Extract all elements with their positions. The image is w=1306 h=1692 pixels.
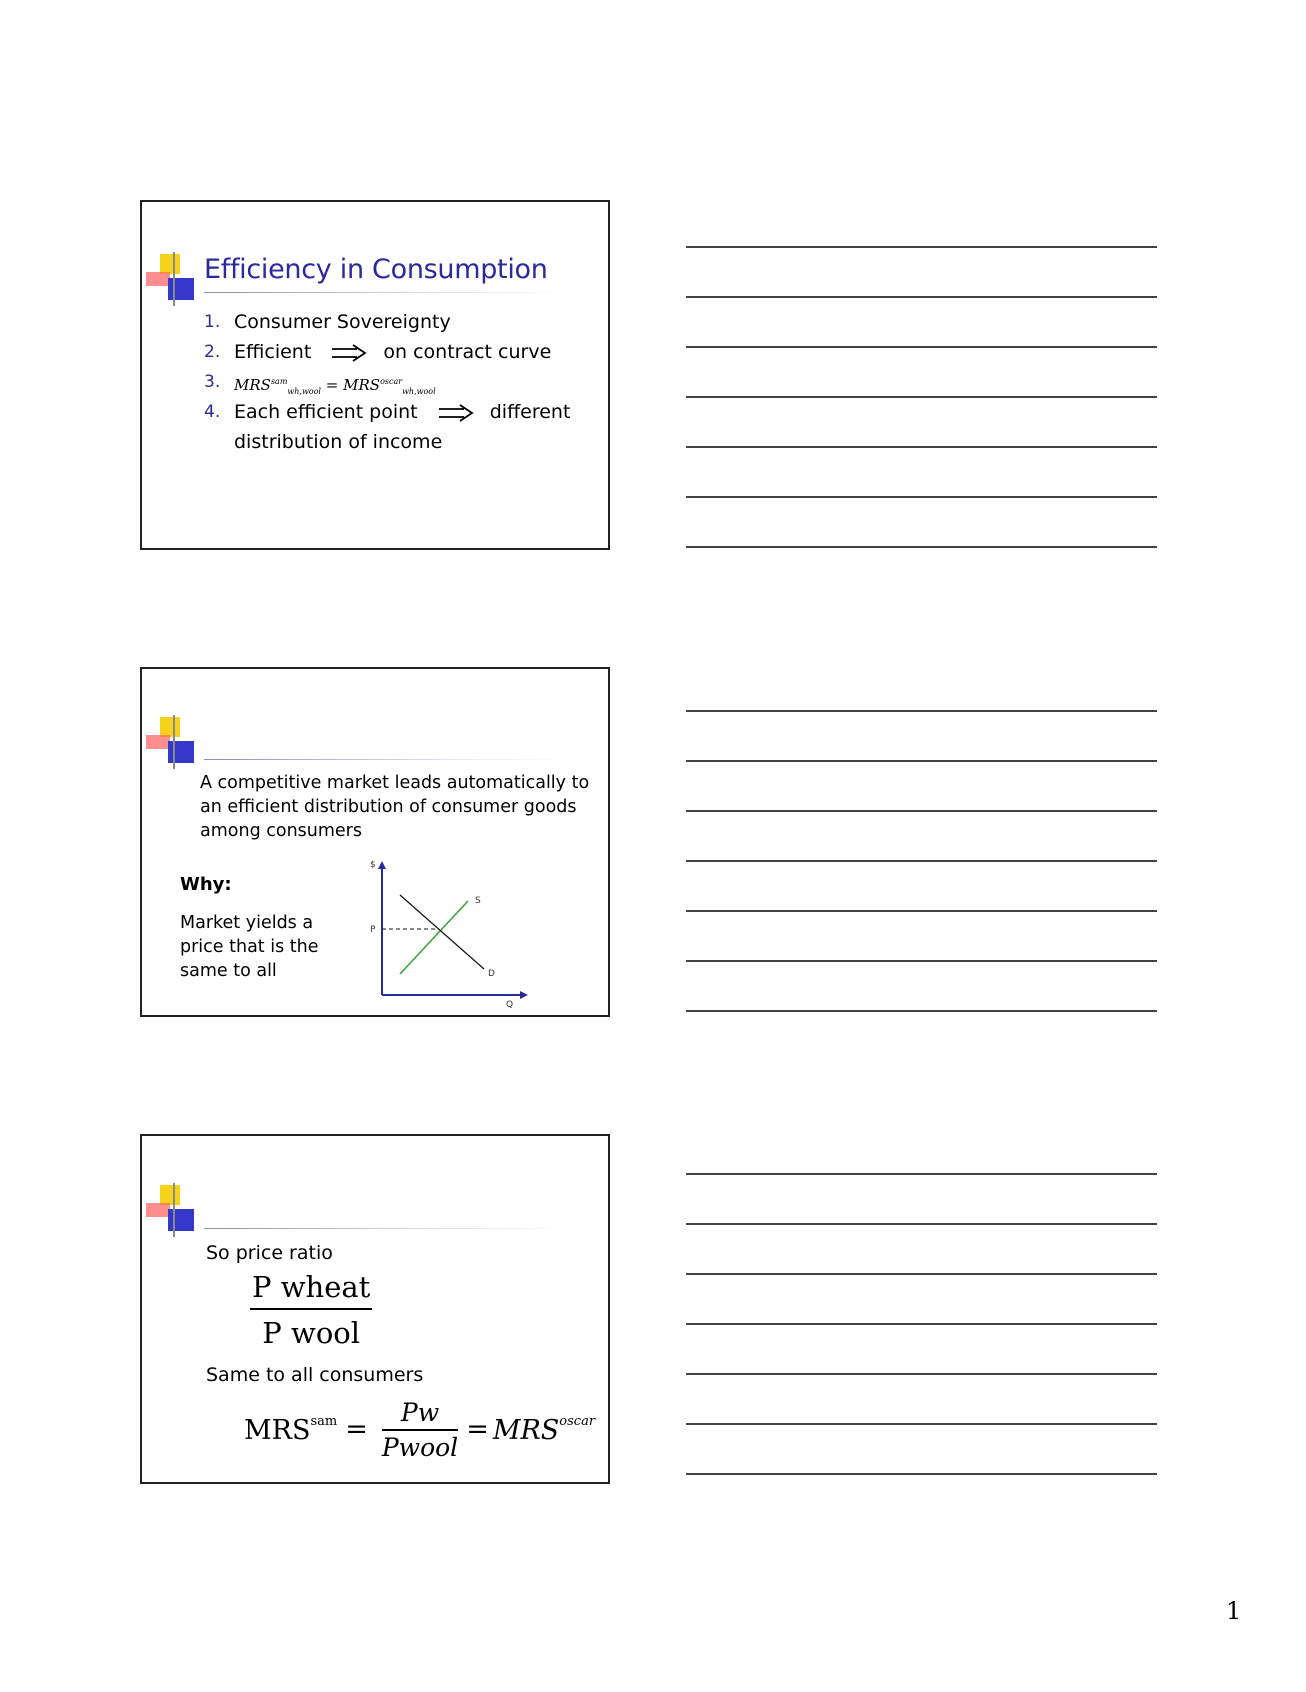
mrs-left: $MRS^{sam}$ — [244, 1413, 338, 1446]
supply-label: S — [475, 896, 481, 906]
slide-body-text: A competitive market leads automatically to an efficient distribution of consumer goods among consumers — [200, 773, 590, 841]
list-item — [204, 338, 604, 368]
implies-arrow-icon — [438, 404, 474, 422]
note-line — [686, 1423, 1157, 1425]
implies-arrow-icon — [331, 344, 367, 362]
note-line — [686, 860, 1157, 862]
list-number: 4. — [204, 402, 221, 422]
equals-sign: = — [345, 1414, 368, 1446]
note-line — [686, 1373, 1157, 1375]
fraction-numerator: P wheat — [252, 1270, 371, 1304]
note-line — [686, 710, 1157, 712]
list-number: 1. — [204, 312, 221, 332]
list-item — [204, 398, 604, 428]
why-text: Market yields a price that is the same to all — [180, 913, 319, 981]
list-number: 3. — [204, 372, 221, 392]
why-label: Why: — [180, 874, 232, 895]
equals-sign: = — [466, 1414, 489, 1446]
y-axis-arrow — [378, 861, 386, 869]
note-line — [686, 446, 1157, 448]
slide-efficiency-in-consumption — [140, 200, 610, 550]
note-line — [686, 346, 1157, 348]
numbered-list — [204, 308, 604, 456]
supply-curve — [400, 901, 468, 974]
x-axis-arrow — [520, 991, 528, 999]
note-line — [686, 546, 1157, 548]
list-continuation: distribution of income — [234, 431, 443, 453]
slide-bullet-logo — [146, 252, 202, 308]
note-line — [686, 396, 1157, 398]
note-line — [686, 1473, 1157, 1475]
note-line — [686, 1010, 1157, 1012]
title-divider — [204, 759, 568, 760]
price-ratio-label: So price ratio — [206, 1242, 333, 1264]
note-line — [686, 960, 1157, 962]
page-number: 1 — [1226, 1597, 1242, 1625]
y-axis-label: $ — [370, 860, 376, 870]
note-line — [686, 1273, 1157, 1275]
list-text: Each efficient point — [234, 401, 418, 423]
list-item — [204, 308, 604, 338]
mrs-right: $MRS^{oscar}$ — [492, 1413, 596, 1446]
note-line — [686, 1223, 1157, 1225]
same-to-all-label: Same to all consumers — [206, 1364, 424, 1386]
supply-demand-graph — [370, 859, 532, 1010]
demand-curve — [400, 895, 484, 969]
price-ratio-fraction — [250, 1270, 372, 1350]
fraction-denominator: P wool — [262, 1316, 361, 1350]
note-line — [686, 496, 1157, 498]
price-label: P — [370, 925, 376, 935]
note-line — [686, 810, 1157, 812]
note-line — [686, 910, 1157, 912]
title-divider — [204, 1228, 568, 1229]
mrs-equation: $MRS^{sam}_{wh,wool} = MRS^{oscar}_{wh,wool}$ — [234, 376, 436, 396]
note-line — [686, 1323, 1157, 1325]
slide-price-ratio — [140, 1134, 610, 1484]
title-divider — [204, 292, 568, 293]
note-line — [686, 760, 1157, 762]
list-item — [204, 368, 604, 398]
note-line — [686, 296, 1157, 298]
fraction-bar — [250, 1308, 372, 1310]
slide-competitive-market — [140, 667, 610, 1017]
fraction-numerator: Pw — [400, 1398, 440, 1427]
mrs-equation — [244, 1398, 595, 1462]
list-text: different — [489, 401, 571, 423]
list-text: Efficient — [234, 341, 312, 363]
list-text: on contract curve — [383, 341, 552, 363]
note-line — [686, 246, 1157, 248]
list-number: 2. — [204, 342, 221, 362]
price-fraction — [382, 1398, 458, 1462]
list-text: Consumer Sovereignty — [234, 311, 451, 333]
fraction-denominator: Pwool — [381, 1432, 459, 1462]
slide-title: Efficiency in Consumption — [204, 254, 548, 285]
demand-label: D — [488, 969, 495, 979]
x-axis-label: Q — [506, 1000, 514, 1010]
slide-bullet-logo — [146, 1183, 202, 1239]
note-line — [686, 1173, 1157, 1175]
slide-bullet-logo — [146, 715, 202, 771]
